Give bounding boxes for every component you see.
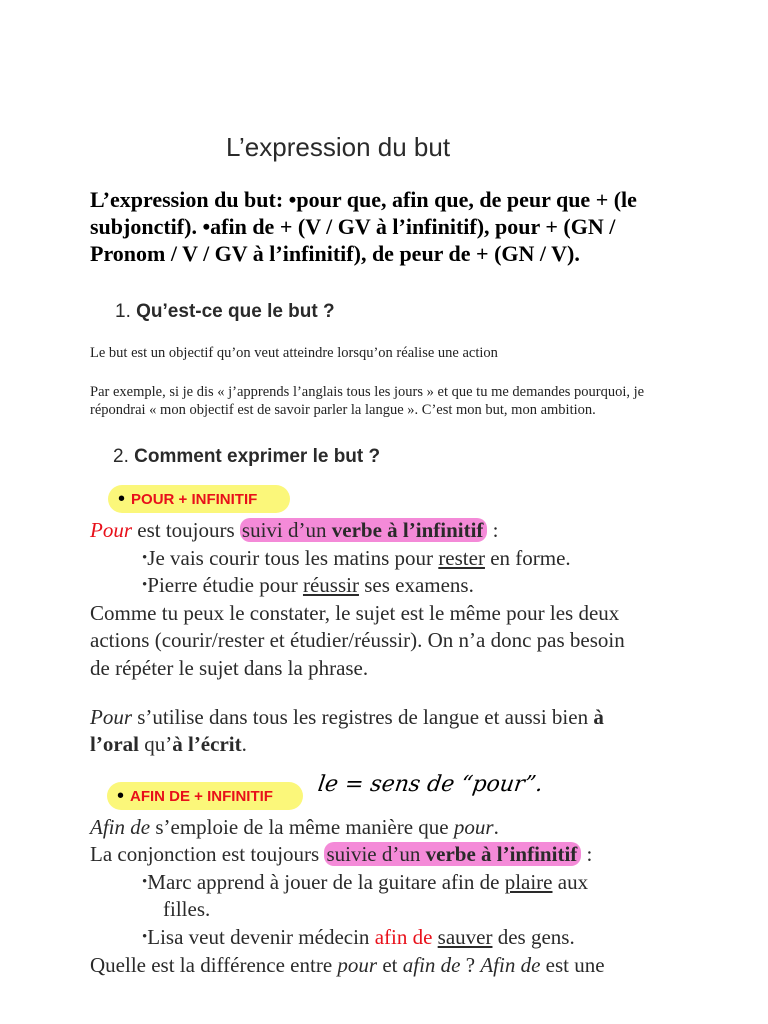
usage-line-2: l’oral qu’à l’écrit. xyxy=(90,732,247,756)
intro-summary: L’expression du but: •pour que, afin que, de peur que + (le subjonctif). •afin de + (V / GV à l’infinitif), pour + (GN / Pronom / V / GV à l’infinitif), de peur de + (GN / V). xyxy=(90,187,637,266)
example-pour-2: •Pierre étudie pour réussir ses examens. xyxy=(142,573,474,597)
section-1-heading: 1. Qu’est-ce que le but ? xyxy=(115,301,335,322)
example-afin-1-continuation: filles. xyxy=(163,897,211,921)
example-paragraph-line-2: répondrai « mon objectif est de savoir parler la langue ». C’est mon but, mon ambition. xyxy=(90,402,596,418)
bullet-icon: • xyxy=(142,577,148,593)
bullet-icon: • xyxy=(117,785,125,807)
example-afin-2: •Lisa veut devenir médecin afin de sauver des gens. xyxy=(142,925,575,949)
afin-de-infinitif-label: • AFIN DE + INFINITIF xyxy=(107,782,303,810)
handwritten-note: le = sens de “pour”. xyxy=(316,772,545,797)
definition-paragraph: Le but est un objectif qu’on veut atteindre lorsqu’on réalise une action xyxy=(90,345,498,361)
comment-line-1: Comme tu peux le constater, le sujet est le même pour les deux xyxy=(90,601,620,625)
difference-question-line: Quelle est la différence entre pour et afin de ? Afin de est une xyxy=(90,953,605,977)
usage-line-1: Pour s’utilise dans tous les registres de langue et aussi bien à xyxy=(90,705,604,729)
bullet-icon: • xyxy=(118,488,126,510)
pour-rule-line: Pour est toujours suivi d’un verbe à l’infinitif : xyxy=(90,518,499,542)
page-title: L’expression du but xyxy=(226,132,451,162)
bullet-icon: • xyxy=(142,550,148,566)
section-2-heading: 2. Comment exprimer le but ? xyxy=(113,446,381,467)
conjunction-rule-line: La conjonction est toujours suivie d’un verbe à l’infinitif : xyxy=(90,842,593,866)
example-paragraph-line-1: Par exemple, si je dis « j’apprends l’anglais tous les jours » et que tu me demandes pourquoi, je xyxy=(90,384,645,400)
pour-infinitif-label: • POUR + INFINITIF xyxy=(108,485,290,513)
comment-line-2: actions (courir/rester et étudier/réussir). On n’a donc pas besoin xyxy=(90,628,625,652)
example-pour-1: •Je vais courir tous les matins pour rester en forme. xyxy=(142,546,571,570)
example-afin-1: •Marc apprend à jouer de la guitare afin de plaire aux xyxy=(142,870,589,894)
afin-de-usage-line: Afin de s’emploie de la même manière que pour. xyxy=(90,815,499,839)
bullet-icon: • xyxy=(142,929,148,945)
comment-line-3: de répéter le sujet dans la phrase. xyxy=(90,656,369,680)
bullet-icon: • xyxy=(142,874,148,890)
